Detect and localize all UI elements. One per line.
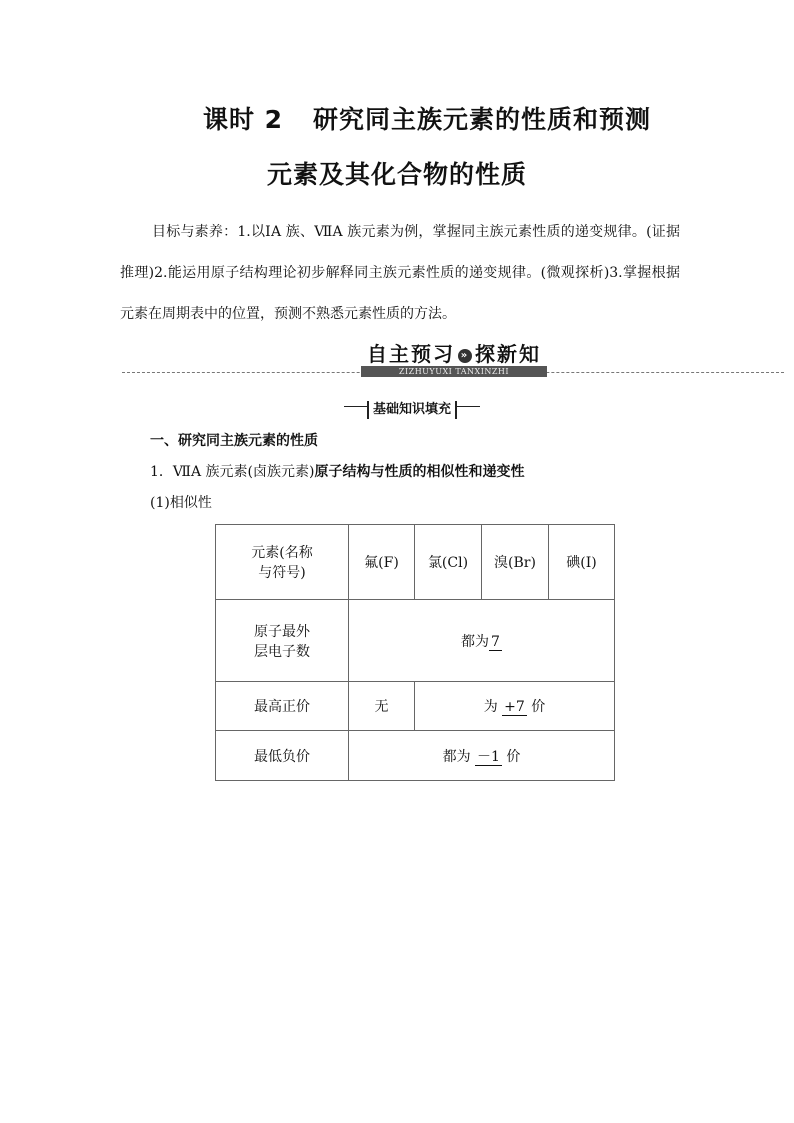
max-valence-suffix: 价 (531, 699, 546, 715)
header-label-line-2: 与符号) (258, 565, 306, 581)
section-banner (352, 342, 556, 378)
heading-2 (150, 461, 524, 481)
banner-title-right: 探新知 (475, 342, 541, 366)
min-valence-value (349, 731, 615, 781)
section-tag-label: 基础知识填充 (367, 401, 457, 419)
heading-2-bold: 原子结构与性质的相似性和递变性 (314, 464, 525, 480)
learning-goals: 目标与素养：1.以ⅠA 族、ⅦA 族元素为例，掌握同主族元素性质的递变规律。(证据推理)2.能运用原子结构理论初步解释同主族元素性质的递变规律。(微观探析)3.掌握根据元素在周期表中的位置，预测不熟悉元素性质的方法。 (120, 224, 680, 322)
outer-electrons-label-line-1: 原子最外 (254, 623, 310, 640)
min-valence-suffix: 价 (506, 748, 521, 765)
header-label-cell (216, 525, 349, 600)
min-valence-prefix: 都为 (442, 748, 471, 765)
min-valence-label: 最低负价 (216, 731, 349, 781)
outer-electrons-label (216, 600, 349, 682)
heading-3: (1)相似性 (150, 495, 212, 511)
element-fluorine: 氟(F) (349, 525, 415, 600)
banner-title (352, 342, 556, 366)
max-valence-label: 最高正价 (216, 682, 349, 731)
header-label-line-1: 元素(名称 (251, 545, 313, 561)
lesson-number: 课时 2 (202, 105, 284, 134)
table-row-outer-electrons (216, 600, 615, 682)
max-valence-fill: +7 (504, 699, 525, 715)
heading-1: 一、研究同主族元素的性质 (150, 433, 318, 449)
table-row-header (216, 525, 615, 600)
title-line-2: 元素及其化合物的性质 (266, 160, 527, 189)
section-tag (344, 398, 480, 416)
title-line-1 (0, 100, 794, 136)
table-row-min-valence (216, 731, 615, 781)
heading-2-prefix: 1．ⅦA 族元素(卤族元素) (150, 464, 315, 480)
table-row-max-valence (216, 682, 615, 731)
element-bromine: 溴(Br) (482, 525, 549, 600)
outer-electrons-prefix: 都为 (461, 633, 490, 650)
banner-subtitle: ZIZHUYUXI TANXINZHI (361, 366, 547, 377)
banner-arrow-icon: » (458, 349, 472, 363)
max-valence-prefix: 为 (483, 699, 498, 715)
max-valence-fluorine: 无 (349, 682, 415, 731)
min-valence-fill: －1 (477, 748, 500, 765)
halogen-properties-table (215, 524, 615, 781)
outer-electrons-label-line-2: 层电子数 (254, 643, 310, 660)
outer-electrons-fill: 7 (491, 633, 500, 650)
element-chlorine: 氯(Cl) (415, 525, 482, 600)
outer-electrons-value (349, 600, 615, 682)
lesson-title: 研究同主族元素的性质和预测 (313, 105, 652, 134)
element-iodine: 碘(I) (549, 525, 615, 600)
max-valence-others (415, 682, 615, 731)
banner-title-left: 自主预习 (367, 342, 455, 366)
